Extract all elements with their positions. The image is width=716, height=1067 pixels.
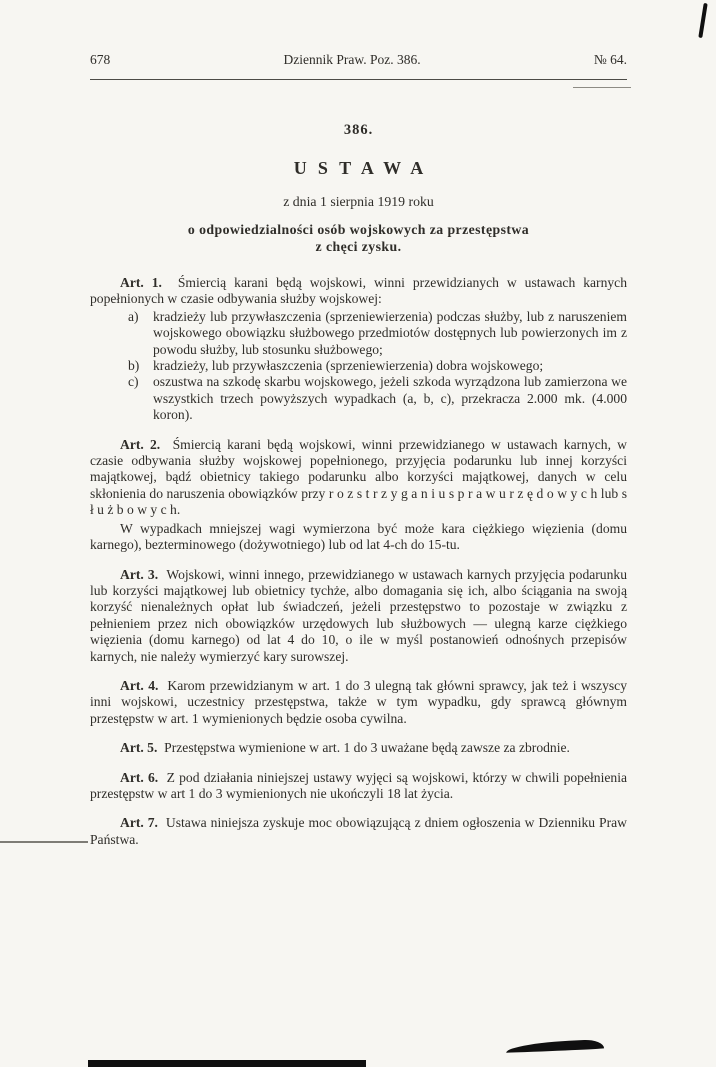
scan-artifact-pen-mark (506, 1039, 604, 1052)
header-rule-fragment (573, 87, 631, 88)
act-type-heading: USTAWA (293, 158, 435, 178)
article-label: Art. 4. (120, 677, 159, 693)
list-item (128, 374, 627, 423)
scan-artifact-bottom-bar (88, 1060, 366, 1067)
article-text: Przestępstwa wymienione w art. 1 do 3 uważane będą zawsze za zbrodnie. (164, 740, 570, 756)
issue-number: № 64. (593, 52, 627, 67)
list-item-text: kradzieży, lub przywłaszczenia (sprzeniewierzenia) dobra wojskowego; (153, 358, 544, 374)
article-paragraph (90, 521, 627, 554)
act-title-line-1: o odpowiedzialności osób wojskowych za przestępstwa (187, 222, 530, 237)
article-7 (90, 815, 627, 848)
act-title (90, 221, 627, 255)
article-paragraph (90, 815, 627, 848)
list-item-label: c) (128, 374, 139, 390)
act-number: 386. (343, 122, 374, 138)
list-item (128, 358, 627, 374)
article-5 (90, 740, 627, 756)
article-4 (90, 678, 627, 727)
list-item (128, 309, 627, 358)
article-paragraph (90, 437, 627, 519)
journal-title: Dziennik Praw. Poz. 386. (283, 52, 421, 67)
scan-artifact-left-line (0, 841, 88, 843)
article-label: Art. 1. (120, 275, 162, 290)
article-2 (90, 437, 627, 554)
list-item-label: b) (128, 358, 140, 374)
article-text: Śmiercią karani będą wojskowi, winni przewidzianego w ustawach karnych, w czasie odbywania służby wojskowej popełnionego, przyjęcia podarunku lub innej korzyści majątkowej, bądź obietnicy takiego podarunku albo korzyści majątkowej, danych w celu skłonienia do naruszenia obowiązków przy r o z s t r z y g a n i u s p r a w u r z ę d o w y c h lub s ł u ż b o w y c h. (90, 436, 627, 518)
scan-artifact-top-right (698, 3, 707, 38)
page-header (90, 52, 627, 68)
header-rule-line (90, 79, 627, 80)
article-text: Wojskowi, winni innego, przewidzianego w ustawach karnych przyjęcia podarunku lub korzyści majątkowej lub obietnicy tychże, albo domagania się ich, albo ściągania na swoją korzyść nienależnych opłat lub świadczeń, jeżeli przestępstwo to pozostaje w związku z pełnieniem przez nich obowiązków urzędowych lub służbowych — ulegną karze ciężkiego więzienia (domu karnego) od lat 4 do 10, o ile w myśl postanowień odnośnych przepisów karnych, nie należy wymierzyć kary surowszej. (90, 566, 627, 664)
list-item-text: kradzieży lub przywłaszczenia (sprzeniewierzenia) podczas służby, lub z naruszeniem wojskowego obowiązku służbowego przedmiotów dostępnych lub powierzonych im z powodu służby, lub stosunku służbowego; (153, 308, 627, 357)
list-item-label: a) (128, 308, 139, 324)
page-number: 678 (90, 52, 111, 67)
article-text: Z pod działania niniejszej ustawy wyjęci są wojskowi, którzy w chwili popełnienia przestępstw w art 1 do 3 wymienionych nie ukończyli 18 lat życia. (90, 769, 627, 801)
article-paragraph (90, 567, 627, 665)
act-title-line-2: z chęci zysku. (315, 239, 402, 254)
article-label: Art. 7. (120, 815, 158, 831)
act-date: z dnia 1 sierpnia 1919 roku (283, 194, 434, 209)
article-6 (90, 770, 627, 803)
article-text: Karom przewidzianym w art. 1 do 3 ulegną tak główni sprawcy, jak też i wszyscy inni wojskowi, uczestnicy przestępstwa, także w tym wypadku, gdy sprawcą głównym przestępstw w art. 1 wymienionych będzie osoba cywilna. (90, 677, 628, 726)
article-1-list (90, 309, 627, 424)
act-body (90, 275, 627, 848)
article-label: Art. 5. (120, 740, 158, 756)
article-text: Ustawa niniejsza zyskuje moc obowiązującą z dniem ogłoszenia w Dzienniku Praw Państwa. (90, 815, 627, 847)
article-paragraph (90, 740, 627, 756)
article-text: W wypadkach mniejszej wagi wymierzona być może kara ciężkiego więzienia (domu karnego), bezterminowego (dożywotniego) lub od lat 4-ch do 15-tu. (90, 520, 627, 553)
article-text: Śmiercią karani będą wojskowi, winni przewidzianych w ustawach karnych popełnionych w czasie odbywania służby wojskowej: (90, 275, 627, 307)
article-label: Art. 2. (120, 436, 161, 452)
article-paragraph (90, 678, 627, 727)
article-3 (90, 567, 627, 665)
list-item-text: oszustwa na szkodę skarbu wojskowego, jeżeli szkoda wyrządzona lub zamierzona we wszystkich trzech powyższych wypadkach (a, b, c), przekracza 2.000 mk. (4.000 koron). (153, 374, 627, 423)
article-label: Art. 3. (120, 566, 159, 582)
article-paragraph (90, 275, 627, 308)
article-label: Art. 6. (120, 769, 159, 785)
article-1 (90, 275, 627, 424)
header-rule (90, 79, 627, 82)
article-paragraph (90, 770, 627, 803)
page-content (90, 52, 627, 848)
